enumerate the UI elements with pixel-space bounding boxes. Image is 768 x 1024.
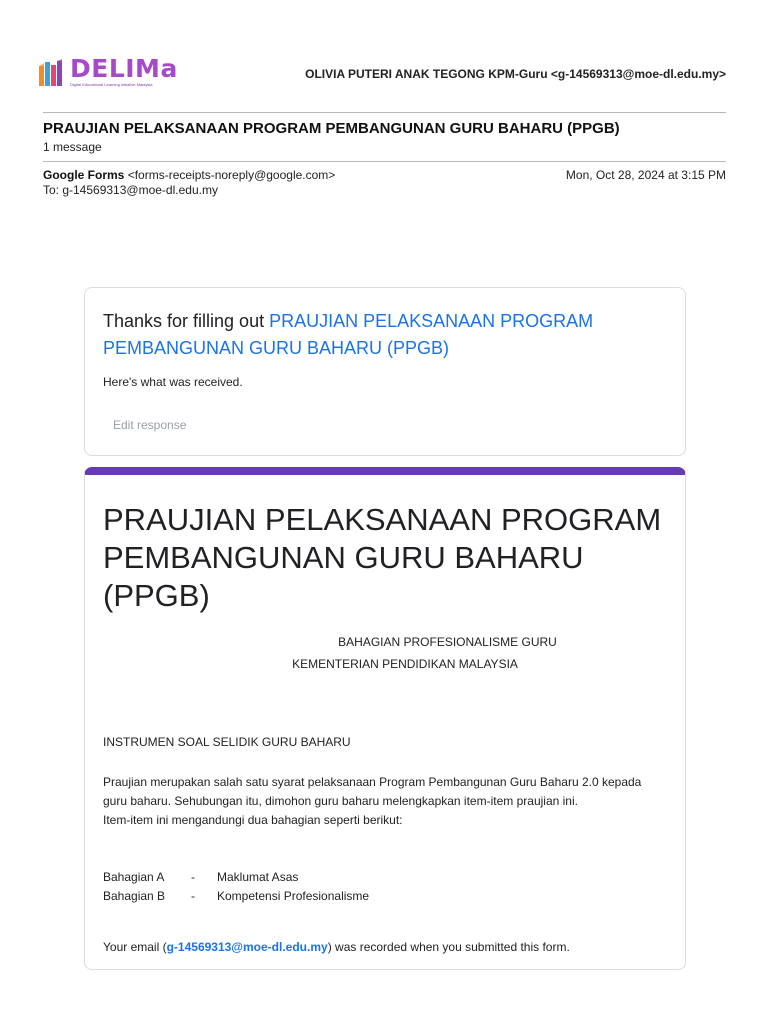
received-text: Here's what was received. [103,375,243,389]
receipt-card [84,287,686,456]
email-date: Mon, Oct 28, 2024 at 3:15 PM [565,168,726,182]
description-text: Praujian merupakan salah satu syarat pelaksanaan Program Pembangunan Guru Baharu 2.0 kepada guru baharu. Sehubungan itu, dimohon guru baharu melengkapkan item-item praujian ini. [103,775,642,808]
form-description [103,773,663,830]
delima-logo [38,56,178,88]
logo-wordmark: DELIMa [70,54,178,83]
divider [43,112,726,113]
sender-line [43,168,335,182]
message-count: 1 message [43,140,102,154]
org-line-1: BAHAGIAN PROFESIONALISME GURU [338,635,557,649]
form-summary-card [84,467,686,970]
email-header [38,52,726,92]
logo-tagline: Digital Educational Learning Initiative Malaysia [70,82,153,87]
form-title-link[interactable]: PRAUJIAN PELAKSANAAN PROGRAM PEMBANGUNAN GURU BAHARU (PPGB) [103,311,594,358]
form-title: PRAUJIAN PELAKSANAAN PROGRAM PEMBANGUNAN GURU BAHARU (PPGB) [103,502,662,613]
sender-address: <forms-receipts-noreply@google.com> [127,168,336,182]
part-name: Bahagian B [103,889,166,903]
parts-intro: Item-item ini mengandungi dua bahagian seperti berikut: [103,813,403,827]
recorded-email-notice [103,940,570,954]
list-item [103,887,369,906]
part-name: Bahagian A [103,870,165,884]
part-description: Maklumat Asas [217,870,299,884]
recorded-email-link[interactable]: g-14569313@moe-dl.edu.my [166,940,328,954]
part-description: Kompetensi Profesionalisme [217,889,370,903]
part-separator: - [191,870,195,884]
email-prefix: Your email ( [103,940,167,954]
instrument-heading: INSTRUMEN SOAL SELIDIK GURU BAHARU [103,735,351,749]
email-subject: PRAUJIAN PELAKSANAAN PROGRAM PEMBANGUNAN GURU BAHARU (PPGB) [43,120,620,137]
edit-response-button[interactable]: Edit response [113,418,187,432]
part-separator: - [191,889,195,903]
thanks-message [103,308,663,362]
recipient-line: To: g-14569313@moe-dl.edu.my [43,183,218,197]
account-name: OLIVIA PUTERI ANAK TEGONG KPM-Guru <g-14569313@moe-dl.edu.my> [305,67,726,81]
parts-list [103,868,369,906]
sender-name: Google Forms [43,168,125,182]
thanks-prefix: Thanks for filling out [103,311,270,331]
org-line-2: KEMENTERIAN PENDIDIKAN MALAYSIA [292,657,518,671]
email-suffix: ) was recorded when you submitted this form. [327,940,570,954]
divider [43,161,726,162]
books-logo-icon [38,58,68,88]
list-item [103,868,369,887]
